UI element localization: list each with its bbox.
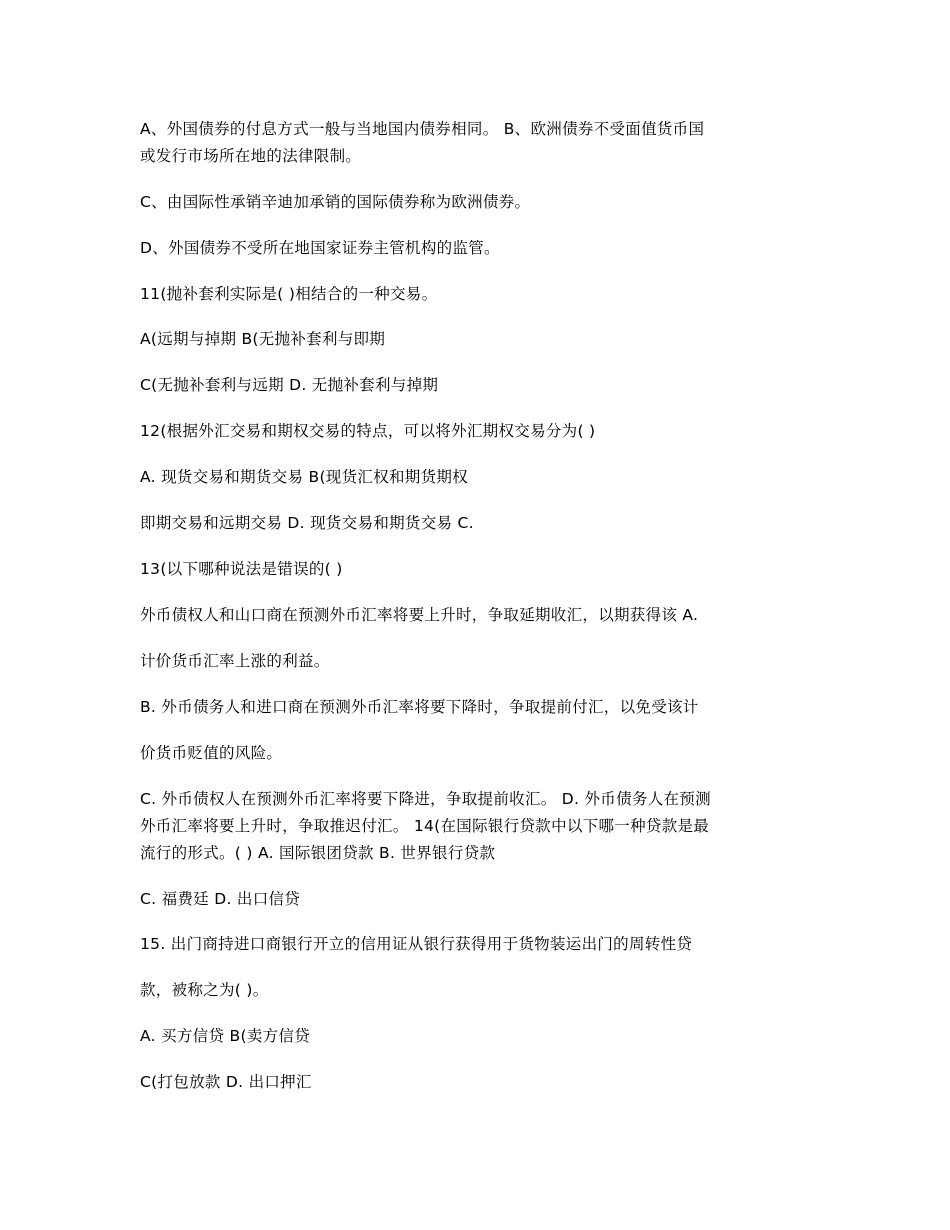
question-11: 11(抛补套利实际是( )相结合的一种交易。 xyxy=(140,285,438,303)
text-line: C(无抛补套利与远期 D. 无抛补套利与掉期 xyxy=(140,376,439,394)
text-line: 或发行市场所在地的法律限制。 xyxy=(140,147,362,165)
text-line: A. 买方信贷 B(卖方信贷 xyxy=(140,1027,310,1045)
text-line: C. 福费廷 D. 出口信贷 xyxy=(140,890,301,908)
question-13: 13(以下哪种说法是错误的( ) xyxy=(140,560,343,578)
text-line: 款，被称之为( )。 xyxy=(140,981,269,999)
text-line: 外币债权人和山口商在预测外币汇率将要上升时，争取延期收汇，以期获得该 A. xyxy=(140,606,699,624)
text-line: C、由国际性承销辛迪加承销的国际债券称为欧洲债券。 xyxy=(140,193,531,211)
text-line: C. 外币债权人在预测外币汇率将要下降进，争取提前收汇。 D. 外币债务人在预测 xyxy=(140,790,711,808)
text-line: 价货币贬值的风险。 xyxy=(140,744,283,762)
question-15: 15. 出门商持进口商银行开立的信用证从银行获得用于货物装运出门的周转性贷 xyxy=(140,935,693,953)
text-line: 流行的形式。( ) A. 国际银团贷款 B. 世界银行贷款 xyxy=(140,844,496,862)
text-line: A(远期与掉期 B(无抛补套利与即期 xyxy=(140,330,386,348)
text-line: A、外国债券的付息方式一般与当地国内债券相同。 B、欧洲债券不受面值货币国 xyxy=(140,120,705,138)
text-line: 即期交易和远期交易 D. 现货交易和期货交易 C. xyxy=(140,514,474,532)
text-line: 计价货币汇率上涨的利益。 xyxy=(140,652,330,670)
text-line: B. 外币债务人和进口商在预测外币汇率将要下降时，争取提前付汇，以免受该计 xyxy=(140,698,699,716)
text-line: D、外国债券不受所在地国家证券主管机构的监管。 xyxy=(140,239,500,257)
text-line: A. 现货交易和期货交易 B(现货汇权和期货期权 xyxy=(140,468,468,486)
question-12: 12(根据外汇交易和期权交易的特点，可以将外汇期权交易分为( ) xyxy=(140,422,596,440)
text-line: 外币汇率将要上升时，争取推迟付汇。 14(在国际银行贷款中以下哪一种贷款是最 xyxy=(140,817,710,835)
text-line: C(打包放款 D. 出口押汇 xyxy=(140,1073,312,1091)
